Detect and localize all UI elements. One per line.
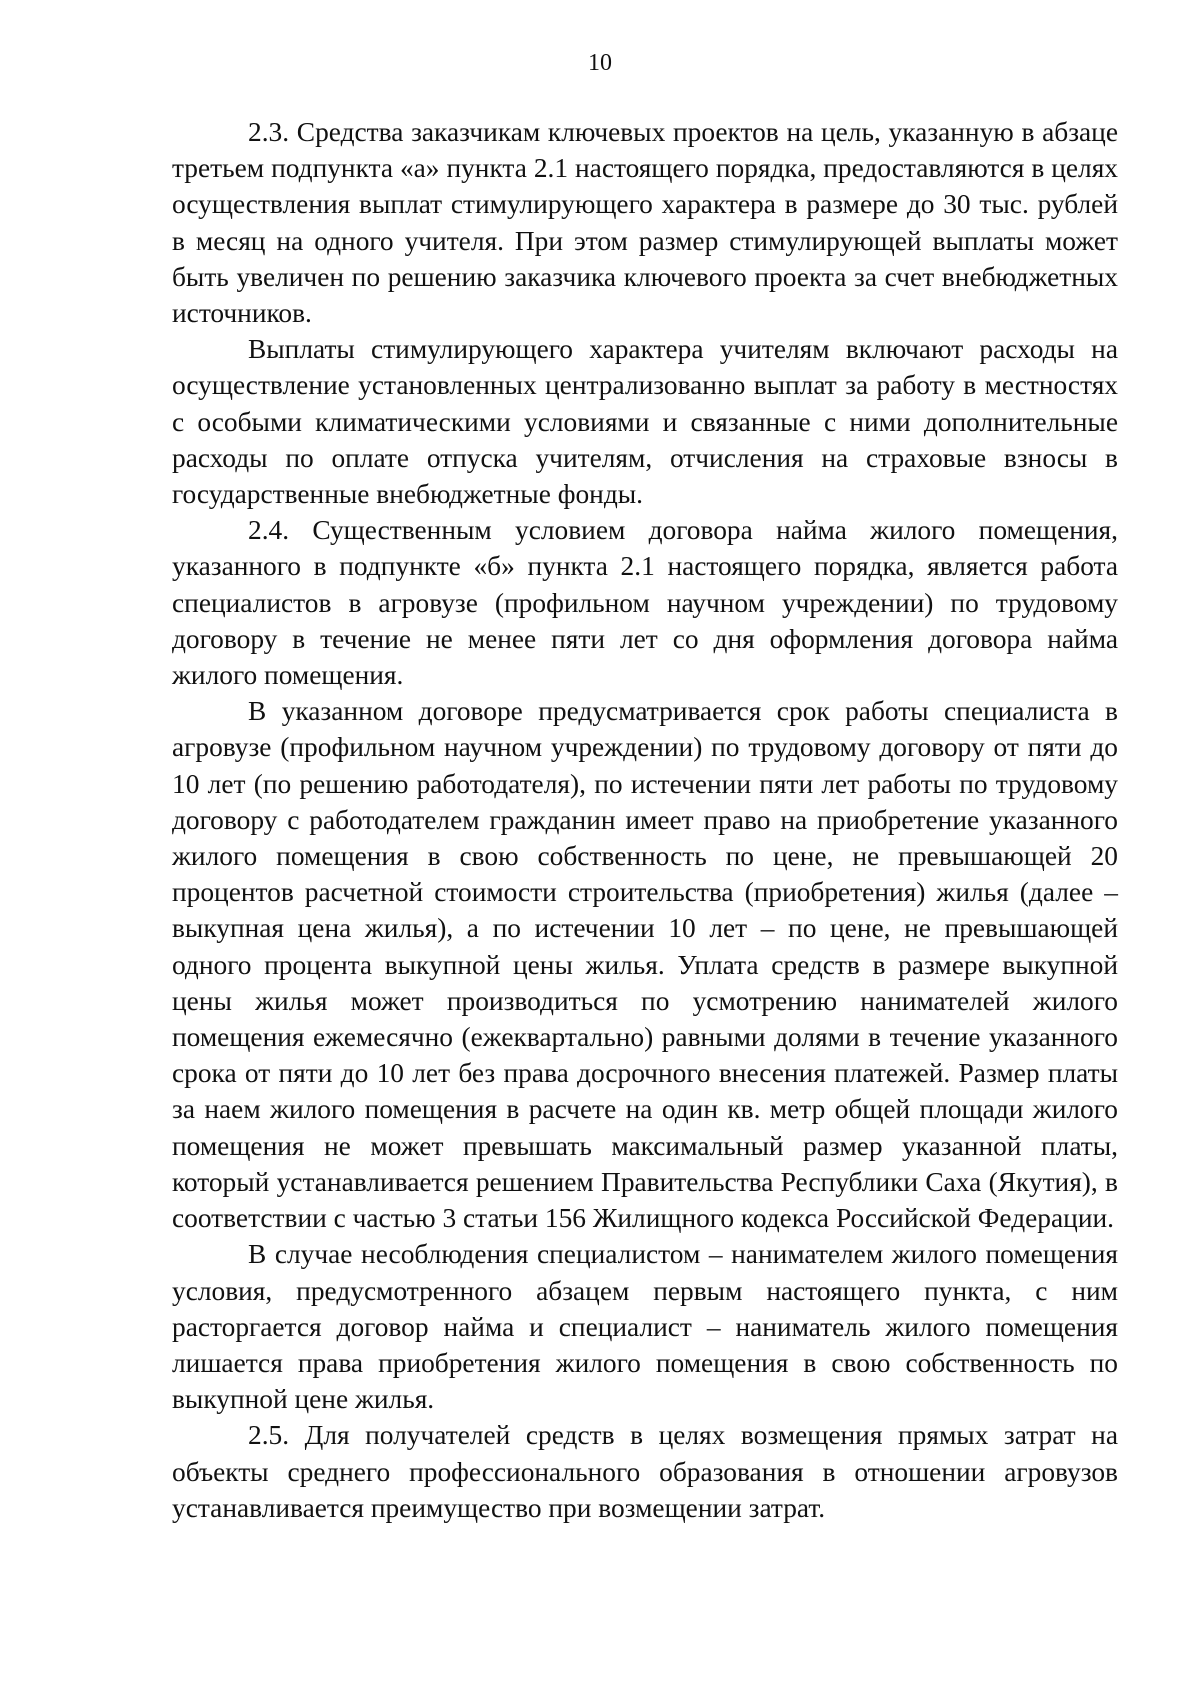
paragraph-stimulus-payments: Выплаты стимулирующего характера учителям включают расходы на осуществление установленных централизованно выплат за работу в местностях с особыми климатическими условиями и связанные с ними дополнительные расходы по оплате отпуска учителям, отчисления на страховые взносы в государственные внебюджетные фонды. xyxy=(172,334,1118,510)
page-number: 10 xyxy=(588,50,612,76)
paragraph-contract-terms: В указанном договоре предусматривается срок работы специалиста в агровузе (профильном научном учреждении) по трудовому договору от пяти до 10 лет (по решению работодателя), по истечении пяти лет работы по трудовому договору с работодателем гражданин имеет право на приобретение указанного жилого помещения в свою собственность по цене, не превышающей 20 процентов расчетной стоимости строительства (приобретения) жилья (далее – выкупная цена жилья), а по истечении 10 лет – по цене, не превышающей одного процента выкупной цены жилья. Уплата средств в размере выкупной цены жилья может производиться по усмотрению нанимателей жилого помещения ежемесячно (ежеквартально) равными долями в течение указанного срока от пяти до 10 лет без права досрочного внесения платежей. Размер платы за наем жилого помещения в расчете на один кв. метр общей площади жилого помещения не может превышать максимальный размер указанной платы, который устанавливается решением Правительства Республики Саха (Якутия), в соответствии с частью 3 статьи 156 Жилищного кодекса Российской Федерации. xyxy=(172,696,1118,1234)
paragraph-2-5: 2.5. Для получателей средств в целях возмещения прямых затрат на объекты среднего профессионального образования в отношении агровузов устанавливается преимущество при возмещении затрат. xyxy=(172,1420,1118,1523)
document-body xyxy=(172,114,1118,1526)
paragraph-2-4: 2.4. Существенным условием договора найма жилого помещения, указанного в подпункте «б» пункта 2.1 настоящего порядка, является работа специалистов в агровузе (профильном научном учреждении) по трудовому договору в течение не менее пяти лет со дня оформления договора найма жилого помещения. xyxy=(172,515,1118,691)
paragraph-non-compliance: В случае несоблюдения специалистом – нанимателем жилого помещения условия, предусмотренного абзацем первым настоящего пункта, с ним расторгается договор найма и специалист – наниматель жилого помещения лишается права приобретения жилого помещения в свою собственность по выкупной цене жилья. xyxy=(172,1239,1118,1415)
paragraph-2-3: 2.3. Средства заказчикам ключевых проектов на цель, указанную в абзаце третьем подпункта «а» пункта 2.1 настоящего порядка, предоставляются в целях осуществления выплат стимулирующего характера в размере до 30 тыс. рублей в месяц на одного учителя. При этом размер стимулирующей выплаты может быть увеличен по решению заказчика ключевого проекта за счет внебюджетных источников. xyxy=(172,117,1118,329)
